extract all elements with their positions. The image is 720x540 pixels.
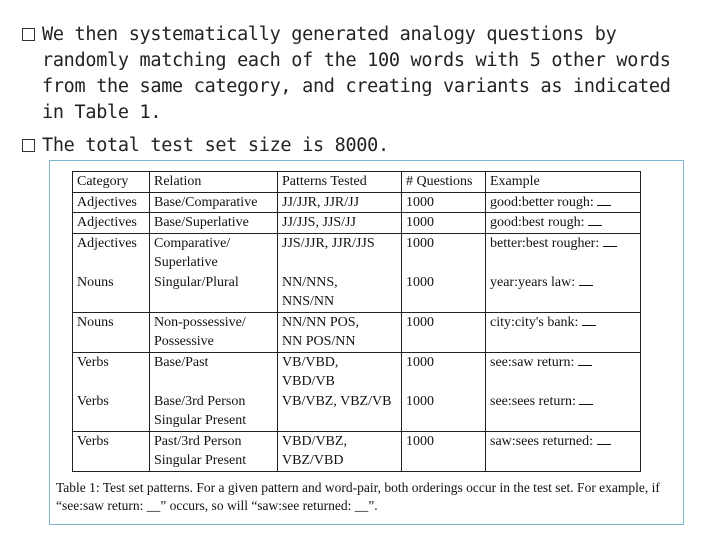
table-caption: Table 1: Test set patterns. For a given pattern and word-pair, both orderings occur in the test set. For example, if “see:saw return: __” occurs, so will “saw:see returned: __”. <box>56 480 660 513</box>
cell-line: 1000 <box>406 215 434 230</box>
table-cell-patterns <box>278 192 402 213</box>
table-header-row <box>73 172 641 193</box>
table-body <box>73 192 641 471</box>
cell-line: 1000 <box>406 354 434 370</box>
cell-line <box>77 411 145 431</box>
cell-line: Base/Past <box>154 354 209 370</box>
cell-line <box>282 411 397 431</box>
cell-line: 1000 <box>406 194 434 210</box>
cell-line: Base/Comparative <box>154 194 258 210</box>
table-cell-relation <box>150 233 278 312</box>
table-cell-patterns <box>278 431 402 471</box>
cell-line: NN POS/NN <box>282 334 356 349</box>
table-cell-example <box>486 352 641 431</box>
cell-line: Singular Present <box>154 453 247 468</box>
cell-line <box>406 253 481 273</box>
cell-line: Nouns <box>77 274 114 290</box>
cell-line <box>77 253 145 273</box>
cell-line <box>77 372 145 392</box>
cell-line <box>406 372 481 392</box>
table-cell-category <box>73 312 150 352</box>
cell-line <box>154 372 273 392</box>
cell-line: JJ/JJR, JJR/JJ <box>282 194 360 210</box>
column-header-questions: # Questions <box>402 172 486 193</box>
table-row <box>73 352 641 431</box>
table-cell-relation <box>150 431 278 471</box>
table-cell-category <box>73 431 150 471</box>
cell-line: Base/3rd Person <box>154 393 246 409</box>
cell-line: Verbs <box>77 433 109 449</box>
table-cell-questions <box>402 213 486 234</box>
bullet-item-1 <box>22 22 694 126</box>
bullet-item-2 <box>22 133 694 159</box>
cell-line: NN/NN POS, <box>282 314 360 330</box>
cell-line: NNS/NN <box>282 294 335 309</box>
cell-line <box>490 292 636 312</box>
cell-line: see:saw return: <box>490 353 636 373</box>
test-set-patterns-table <box>72 171 641 472</box>
cell-line <box>154 292 273 312</box>
square-bullet-icon <box>22 139 35 152</box>
cell-line <box>77 292 145 312</box>
cell-line: see:sees return: <box>490 392 636 412</box>
table-cell-questions <box>402 192 486 213</box>
cell-line <box>490 372 636 392</box>
table-cell-patterns <box>278 312 402 352</box>
cell-line: year:years law: <box>490 273 636 293</box>
cell-line: Nouns <box>77 314 114 330</box>
cell-line <box>406 292 481 312</box>
answer-blank <box>597 432 611 445</box>
table-cell-questions <box>402 431 486 471</box>
answer-blank <box>579 273 593 286</box>
table-cell-questions <box>402 312 486 352</box>
table-cell-patterns <box>278 213 402 234</box>
answer-blank <box>597 193 611 206</box>
table-cell-category <box>73 233 150 312</box>
cell-line: Verbs <box>77 393 109 409</box>
table-cell-patterns <box>278 352 402 431</box>
table-row <box>73 312 641 352</box>
answer-blank <box>579 392 593 405</box>
cell-line: good:better rough: <box>490 193 636 213</box>
answer-blank <box>578 353 592 366</box>
table-cell-example <box>486 213 641 234</box>
cell-line: JJS/JJR, JJR/JJS <box>282 235 375 251</box>
column-header-category: Category <box>73 172 150 193</box>
cell-line: Adjectives <box>77 235 137 251</box>
cell-line: Adjectives <box>77 194 137 210</box>
cell-line: Adjectives <box>77 215 137 230</box>
table-cell-example <box>486 312 641 352</box>
cell-line: Base/Superlative <box>154 215 249 230</box>
cell-line: 1000 <box>406 274 434 290</box>
bullet-text: We then systematically generated analogy questions by randomly matching each of the 100 words with 5 other words from the same category, and creating variants as indicated in Table 1. <box>42 24 682 123</box>
table-cell-relation <box>150 213 278 234</box>
cell-line: Superlative <box>154 255 218 270</box>
column-header-relation: Relation <box>150 172 278 193</box>
table-cell-relation <box>150 312 278 352</box>
cell-line <box>406 411 481 431</box>
cell-line: Verbs <box>77 354 109 370</box>
cell-line: better:best rougher: <box>490 234 636 254</box>
table-row <box>73 233 641 312</box>
cell-line <box>490 411 636 431</box>
answer-blank <box>582 313 596 326</box>
cell-line: good:best rough: <box>490 213 636 233</box>
cell-line: NN/NNS, <box>282 274 338 290</box>
table-cell-questions <box>402 352 486 431</box>
cell-line: saw:sees returned: <box>490 432 636 452</box>
table-cell-category <box>73 213 150 234</box>
cell-line: city:city's bank: <box>490 313 636 333</box>
cell-line: 1000 <box>406 393 434 409</box>
table-cell-example <box>486 192 641 213</box>
answer-blank <box>603 234 617 247</box>
cell-line: Non-possessive/ <box>154 314 246 330</box>
table-cell-relation <box>150 352 278 431</box>
table-row <box>73 431 641 471</box>
table-cell-example <box>486 431 641 471</box>
cell-line: Comparative/ <box>154 235 231 251</box>
square-bullet-icon <box>22 28 35 41</box>
bullet-text: The total test set size is 8000. <box>42 135 389 156</box>
cell-line <box>282 253 397 273</box>
column-header-patterns: Patterns Tested <box>278 172 402 193</box>
cell-line: Possessive <box>154 334 214 349</box>
cell-line: Singular Present <box>154 413 247 428</box>
table-cell-category <box>73 352 150 431</box>
answer-blank <box>588 213 602 226</box>
cell-line: Singular/Plural <box>154 274 239 290</box>
cell-line: VB/VBZ, VBZ/VB <box>282 393 392 409</box>
column-header-example: Example <box>486 172 641 193</box>
table-cell-relation <box>150 192 278 213</box>
cell-line: 1000 <box>406 433 434 449</box>
cell-line: Past/3rd Person <box>154 433 242 449</box>
table-row <box>73 192 641 213</box>
table-cell-questions <box>402 233 486 312</box>
table-cell-category <box>73 192 150 213</box>
table-cell-example <box>486 233 641 312</box>
cell-line: VBD/VBZ, <box>282 433 347 449</box>
cell-line: VBD/VB <box>282 374 335 389</box>
table-cell-patterns <box>278 233 402 312</box>
table-figure <box>49 160 684 525</box>
cell-line: VBZ/VBD <box>282 453 344 468</box>
cell-line: JJ/JJS, JJS/JJ <box>282 215 356 230</box>
table-row <box>73 213 641 234</box>
cell-line: 1000 <box>406 314 434 330</box>
cell-line: 1000 <box>406 235 434 251</box>
cell-line: VB/VBD, <box>282 354 339 370</box>
cell-line <box>490 253 636 273</box>
